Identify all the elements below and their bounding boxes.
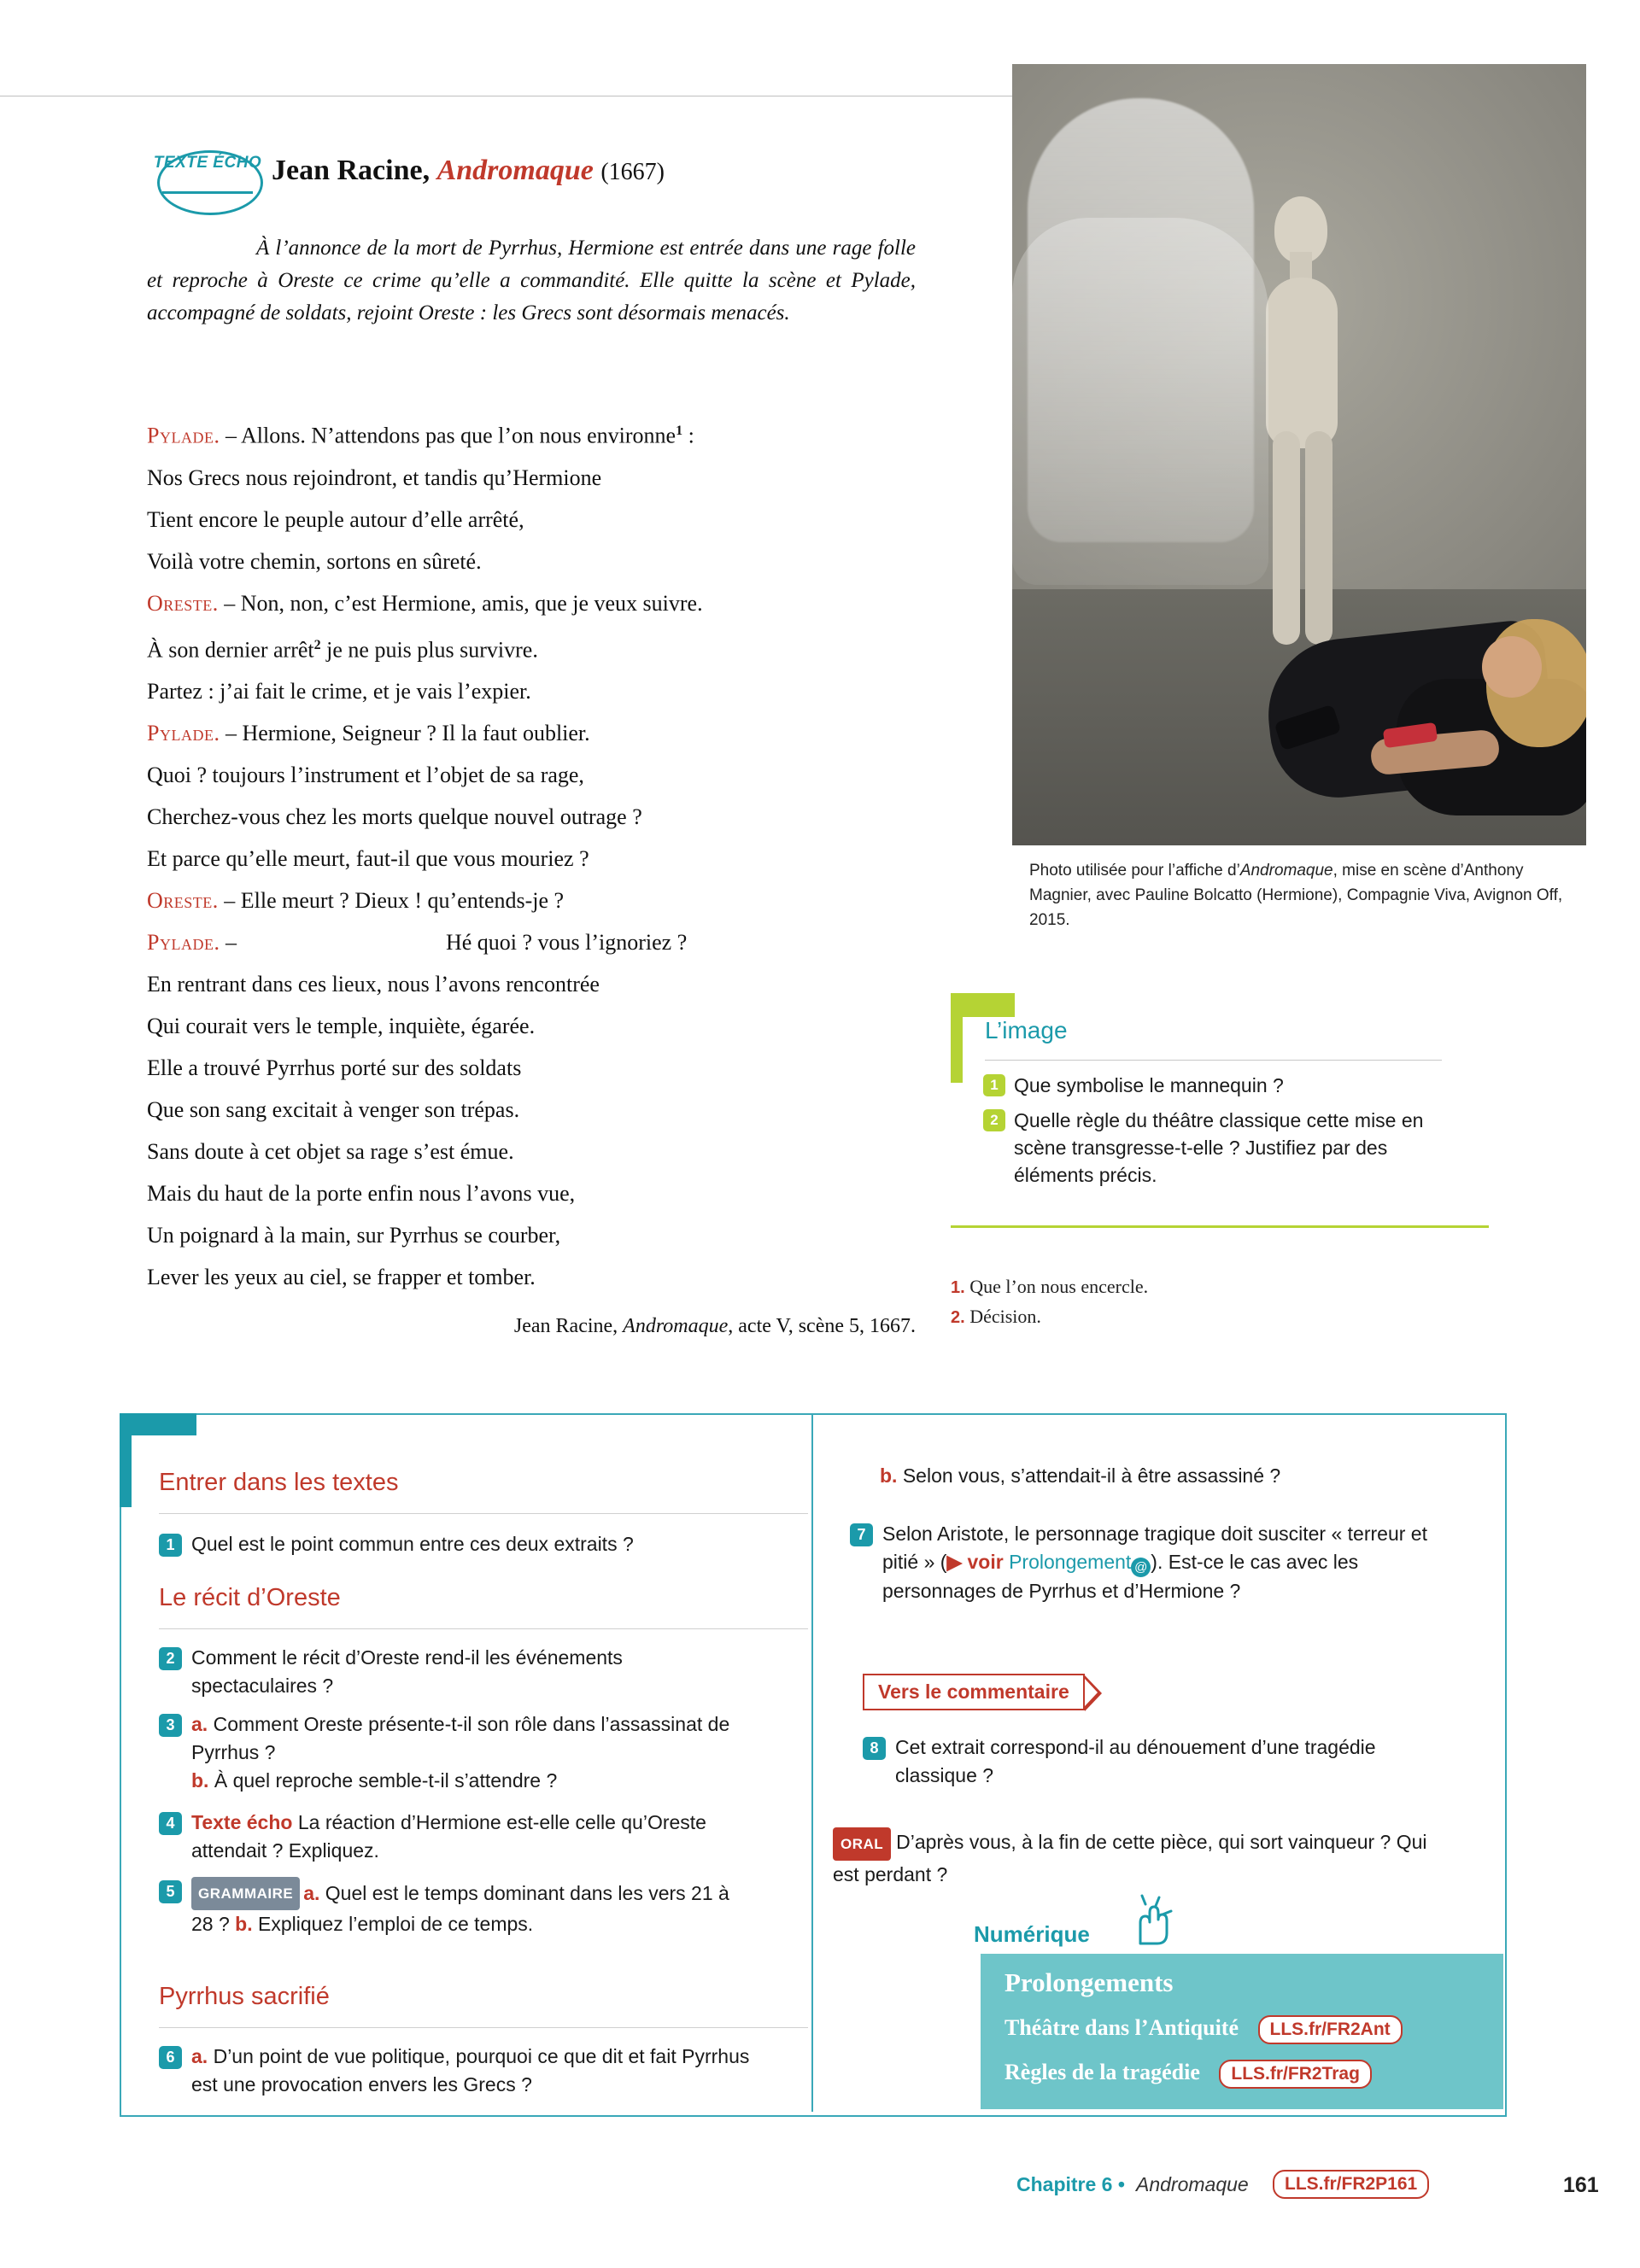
play-line [147, 1047, 916, 1089]
title-year: (1667) [600, 159, 665, 185]
play-line [147, 499, 916, 541]
line-text: Lever les yeux au ciel, se frapper et tomber. [147, 1265, 536, 1290]
play-text [147, 410, 916, 1298]
speaker-name: Pylade. [147, 721, 220, 746]
play-line [147, 624, 916, 671]
question-text [191, 1877, 740, 1938]
question-item-8 [863, 1733, 1426, 1790]
line-text: Cherchez-vous chez les morts quelque nouvel outrage ? [147, 804, 642, 830]
play-line [147, 963, 916, 1005]
question-item-1 [159, 1530, 791, 1558]
footer-chapter: Chapitre 6 • [1016, 2173, 1125, 2195]
footnote-item [951, 1302, 1480, 1332]
question-body-2: ). Est-ce le cas avec les personnages de Pyrrhus et d’Hermione ? [882, 1551, 1359, 1602]
footer-code-chip[interactable]: LLS.fr/FR2P161 [1273, 2170, 1429, 2199]
play-line [147, 838, 916, 880]
texte-echo-tag: Texte écho [191, 1811, 293, 1833]
credit-reference: , acte V, scène 5, 1667. [728, 1315, 916, 1337]
question-item-7 [850, 1520, 1465, 1605]
play-line [147, 712, 916, 754]
question-number: 2 [159, 1647, 182, 1670]
play-line [147, 541, 916, 582]
prolongement-label: Règles de la tragédie [1004, 2060, 1200, 2084]
oral-question [833, 1827, 1448, 1889]
prolongement-row-2 [1004, 2060, 1372, 2089]
line-text-after: : [682, 423, 694, 448]
line-text: Quoi ? toujours l’instrument et l’objet de sa rage, [147, 763, 584, 788]
question-item-3 [159, 1710, 740, 1795]
page-number: 161 [1563, 2173, 1599, 2197]
footer-work: Andromaque [1136, 2173, 1249, 2195]
at-icon: @ [1131, 1558, 1151, 1577]
oral-tag: ORAL [833, 1827, 891, 1861]
oral-text: D’après vous, à la fin de cette pièce, qui sort vainqueur ? Qui est perdant ? [833, 1831, 1427, 1885]
play-line [147, 1131, 916, 1172]
line-text: Un poignard à la main, sur Pyrrhus se courber, [147, 1223, 561, 1248]
question-item-6-continued [880, 1462, 1478, 1490]
question-body-1: Selon Aristote, le personnage tragique doit susciter « terreur et pitié » ( [882, 1523, 1427, 1573]
credit-work: Andromaque [623, 1315, 729, 1337]
line-text: – Elle meurt ? Dieux ! qu’entends-je ? [218, 888, 565, 914]
question-item-2 [159, 1644, 740, 1700]
grammaire-tag: GRAMMAIRE [191, 1877, 300, 1910]
box-bottom-accent [951, 1225, 1489, 1228]
line-text-indent: Hé quoi ? vous l’ignoriez ? [445, 930, 688, 956]
question-text [191, 1710, 740, 1795]
question-number: 5 [159, 1880, 182, 1903]
speaker-name: Pylade. [147, 423, 220, 448]
question-text: Quelle règle du théâtre classique cette mise en scène transgresse-t-elle ? Justifiez par des éléments précis. [1014, 1109, 1424, 1186]
sub-text-a: Quel est le temps dominant dans les vers 21 à 28 ? [191, 1882, 729, 1935]
footnote-text: Décision. [969, 1306, 1041, 1327]
caption-work: Andromaque [1239, 862, 1333, 880]
sub-text-b: À quel reproche semble-t-il s’attendre ? [208, 1769, 558, 1792]
line-text: Partez : j’ai fait le crime, et je vais l’expier. [147, 679, 531, 704]
page-title [272, 155, 665, 187]
play-line [147, 1214, 916, 1256]
question-number: 1 [159, 1534, 182, 1557]
question-number: 2 [983, 1109, 1005, 1131]
question-number: 3 [159, 1714, 182, 1737]
play-line [147, 582, 916, 624]
title-author: Jean Racine, [272, 155, 430, 186]
question-text [191, 1809, 740, 1865]
line-text: – Allons. N’attendons pas que l’on nous environne [220, 423, 676, 448]
question-item-4 [159, 1809, 740, 1865]
image-box-title: L’image [985, 1017, 1068, 1043]
section-title-entrer: Entrer dans les textes [159, 1469, 399, 1496]
sub-text-b: Expliquez l’emploi de ce temps. [252, 1913, 534, 1935]
panel-column-divider [811, 1415, 813, 2112]
play-line [147, 1256, 916, 1298]
question-text [833, 1827, 1448, 1889]
speaker-name: Oreste. [147, 888, 219, 914]
sub-label-b: b. [880, 1464, 898, 1487]
section-rule [159, 2027, 808, 2028]
flag-label: Vers le commentaire [863, 1674, 1085, 1710]
question-body: La réaction d’Hermione est-elle celle qu’Oreste attendait ? Expliquez. [191, 1811, 706, 1862]
section-rule [159, 1628, 808, 1629]
prolongement-code-chip[interactable]: LLS.fr/FR2Ant [1258, 2015, 1403, 2044]
badge-underline [162, 191, 253, 194]
voir-link[interactable]: ▶ voir [946, 1551, 1004, 1573]
prolongements-title: Prolongements [1004, 1967, 1174, 1997]
footnote-text: Que l’on nous encercle. [969, 1276, 1149, 1297]
prolongement-row-1 [1004, 2015, 1403, 2044]
line-text: – Non, non, c’est Hermione, amis, que je veux suivre. [218, 590, 703, 616]
play-line [147, 457, 916, 499]
prolongement-code-chip[interactable]: LLS.fr/FR2Trag [1219, 2060, 1372, 2089]
sub-label-a: a. [191, 1713, 208, 1735]
play-line [147, 921, 916, 963]
question-text: Comment le récit d’Oreste rend-il les événements spectaculaires ? [191, 1646, 623, 1697]
box-side-accent [951, 993, 963, 1083]
line-text: En rentrant dans ces lieux, nous l’avons rencontrée [147, 972, 600, 997]
credit-author: Jean Racine, [513, 1315, 624, 1337]
caption-part-1: Photo utilisée pour l’affiche d’ [1029, 862, 1240, 880]
vers-le-commentaire-flag [863, 1674, 1085, 1710]
prolongement-label: Théâtre dans l’Antiquité [1004, 2015, 1239, 2040]
question-text [191, 2043, 757, 2099]
sub-text-b: Selon vous, s’attendait-il à être assassiné ? [897, 1464, 1281, 1487]
question-text: Que symbolise le mannequin ? [1014, 1074, 1284, 1096]
speaker-name: Pylade. [147, 930, 220, 956]
image-box-questions [983, 1072, 1461, 1196]
texte-echo-badge [152, 143, 261, 222]
play-credit [147, 1315, 916, 1338]
question-number: 8 [863, 1737, 886, 1760]
question-text: Quel est le point commun entre ces deux extraits ? [191, 1533, 634, 1555]
question-item-6 [159, 2043, 757, 2099]
production-photo [1012, 64, 1586, 845]
pointing-hand-icon [1123, 1894, 1174, 1947]
sub-text-a: D’un point de vue politique, pourquoi ce que dit et fait Pyrrhus est une provocation envers les Grecs ? [191, 2045, 750, 2096]
line-text-after: je ne puis plus survivre. [320, 637, 538, 663]
question-text [880, 1462, 1280, 1490]
sub-label-b: b. [191, 1769, 209, 1792]
photo-caption [1029, 858, 1584, 932]
footnote-number: 1. [951, 1278, 965, 1297]
numerique-label: Numérique [974, 1921, 1090, 1947]
speaker-name: Oreste. [147, 590, 219, 616]
line-text: Elle a trouvé Pyrrhus porté sur des soldats [147, 1055, 522, 1081]
question-number: 4 [159, 1812, 182, 1835]
veil-lower-icon [1012, 218, 1268, 585]
actress-figure [1268, 585, 1586, 841]
intro-paragraph: À l’annonce de la mort de Pyrrhus, Hermione est entrée dans une rage folle et reproche à Oreste ce crime qu’elle a commandité. Elle quitte la scène et Pylade, accompagné de soldats, rejoint Oreste : les Grecs sont désormais menacés. [147, 237, 916, 324]
play-line [147, 796, 916, 838]
prolongement-link[interactable]: Prolongement [1003, 1551, 1132, 1573]
sub-label-b: b. [235, 1913, 253, 1935]
footnote-ref: 1 [676, 424, 683, 438]
line-text: Voilà votre chemin, sortons en sûreté. [147, 548, 482, 574]
badge-label: TEXTE ÉCHO [153, 154, 262, 172]
line-text: Mais du haut de la porte enfin nous l’avons vue, [147, 1181, 576, 1207]
play-line [147, 754, 916, 796]
flag-arrow-inner-icon [1085, 1679, 1098, 1706]
line-text: – [220, 930, 237, 956]
footnote-number: 2. [951, 1308, 965, 1327]
image-question-box [951, 993, 1489, 1228]
question-item-5 [159, 1877, 740, 1938]
footnote-ref: 2 [313, 637, 321, 652]
line-text: Tient encore le peuple autour d’elle arrêté, [147, 506, 524, 532]
section-rule [159, 1513, 808, 1514]
question-number: 7 [850, 1523, 873, 1546]
line-text: Nos Grecs nous rejoindront, et tandis qu’Hermione [147, 465, 602, 490]
question-text: Cet extrait correspond-il au dénouement d’une tragédie classique ? [895, 1736, 1376, 1786]
caption-part-2: , mise en scène d’Anthony Magnier, avec Pauline Bolcatto (Hermione), Compagnie Viva, Avignon Off, 2015. [1029, 862, 1563, 929]
sub-label-a: a. [303, 1882, 320, 1904]
play-line [147, 410, 916, 457]
question-number: 1 [983, 1074, 1005, 1096]
section-title-pyrrhus: Pyrrhus sacrifié [159, 1983, 330, 2010]
play-line [147, 1005, 916, 1047]
list-item [983, 1107, 1461, 1189]
line-text: Qui courait vers le temple, inquiète, égarée. [147, 1014, 536, 1039]
sub-text-a: Comment Oreste présente-t-il son rôle dans l’assassinat de Pyrrhus ? [191, 1713, 730, 1763]
footnotes [951, 1272, 1480, 1332]
play-line [147, 670, 916, 712]
section-title-recit: Le récit d’Oreste [159, 1584, 341, 1611]
line-text: À son dernier arrêt [147, 637, 314, 663]
prolongements-box [981, 1954, 1503, 2109]
line-text: Que son sang excitait à venger son trépas. [147, 1097, 520, 1123]
list-item [983, 1072, 1461, 1099]
footnote-item [951, 1272, 1480, 1302]
image-box-rule [985, 1060, 1442, 1061]
title-work: Andromaque [436, 155, 594, 186]
panel-side-accent [120, 1413, 132, 1507]
question-text [882, 1520, 1465, 1605]
play-line [147, 1172, 916, 1214]
line-text: Et parce qu’elle meurt, faut-il que vous mouriez ? [147, 846, 589, 872]
sub-label-a: a. [191, 2045, 208, 2067]
line-text: – Hermione, Seigneur ? Il la faut oublier. [220, 721, 590, 746]
play-line [147, 1089, 916, 1131]
line-text: Sans doute à cet objet sa rage s’est émue. [147, 1139, 514, 1165]
play-line [147, 880, 916, 921]
question-number: 6 [159, 2046, 182, 2069]
